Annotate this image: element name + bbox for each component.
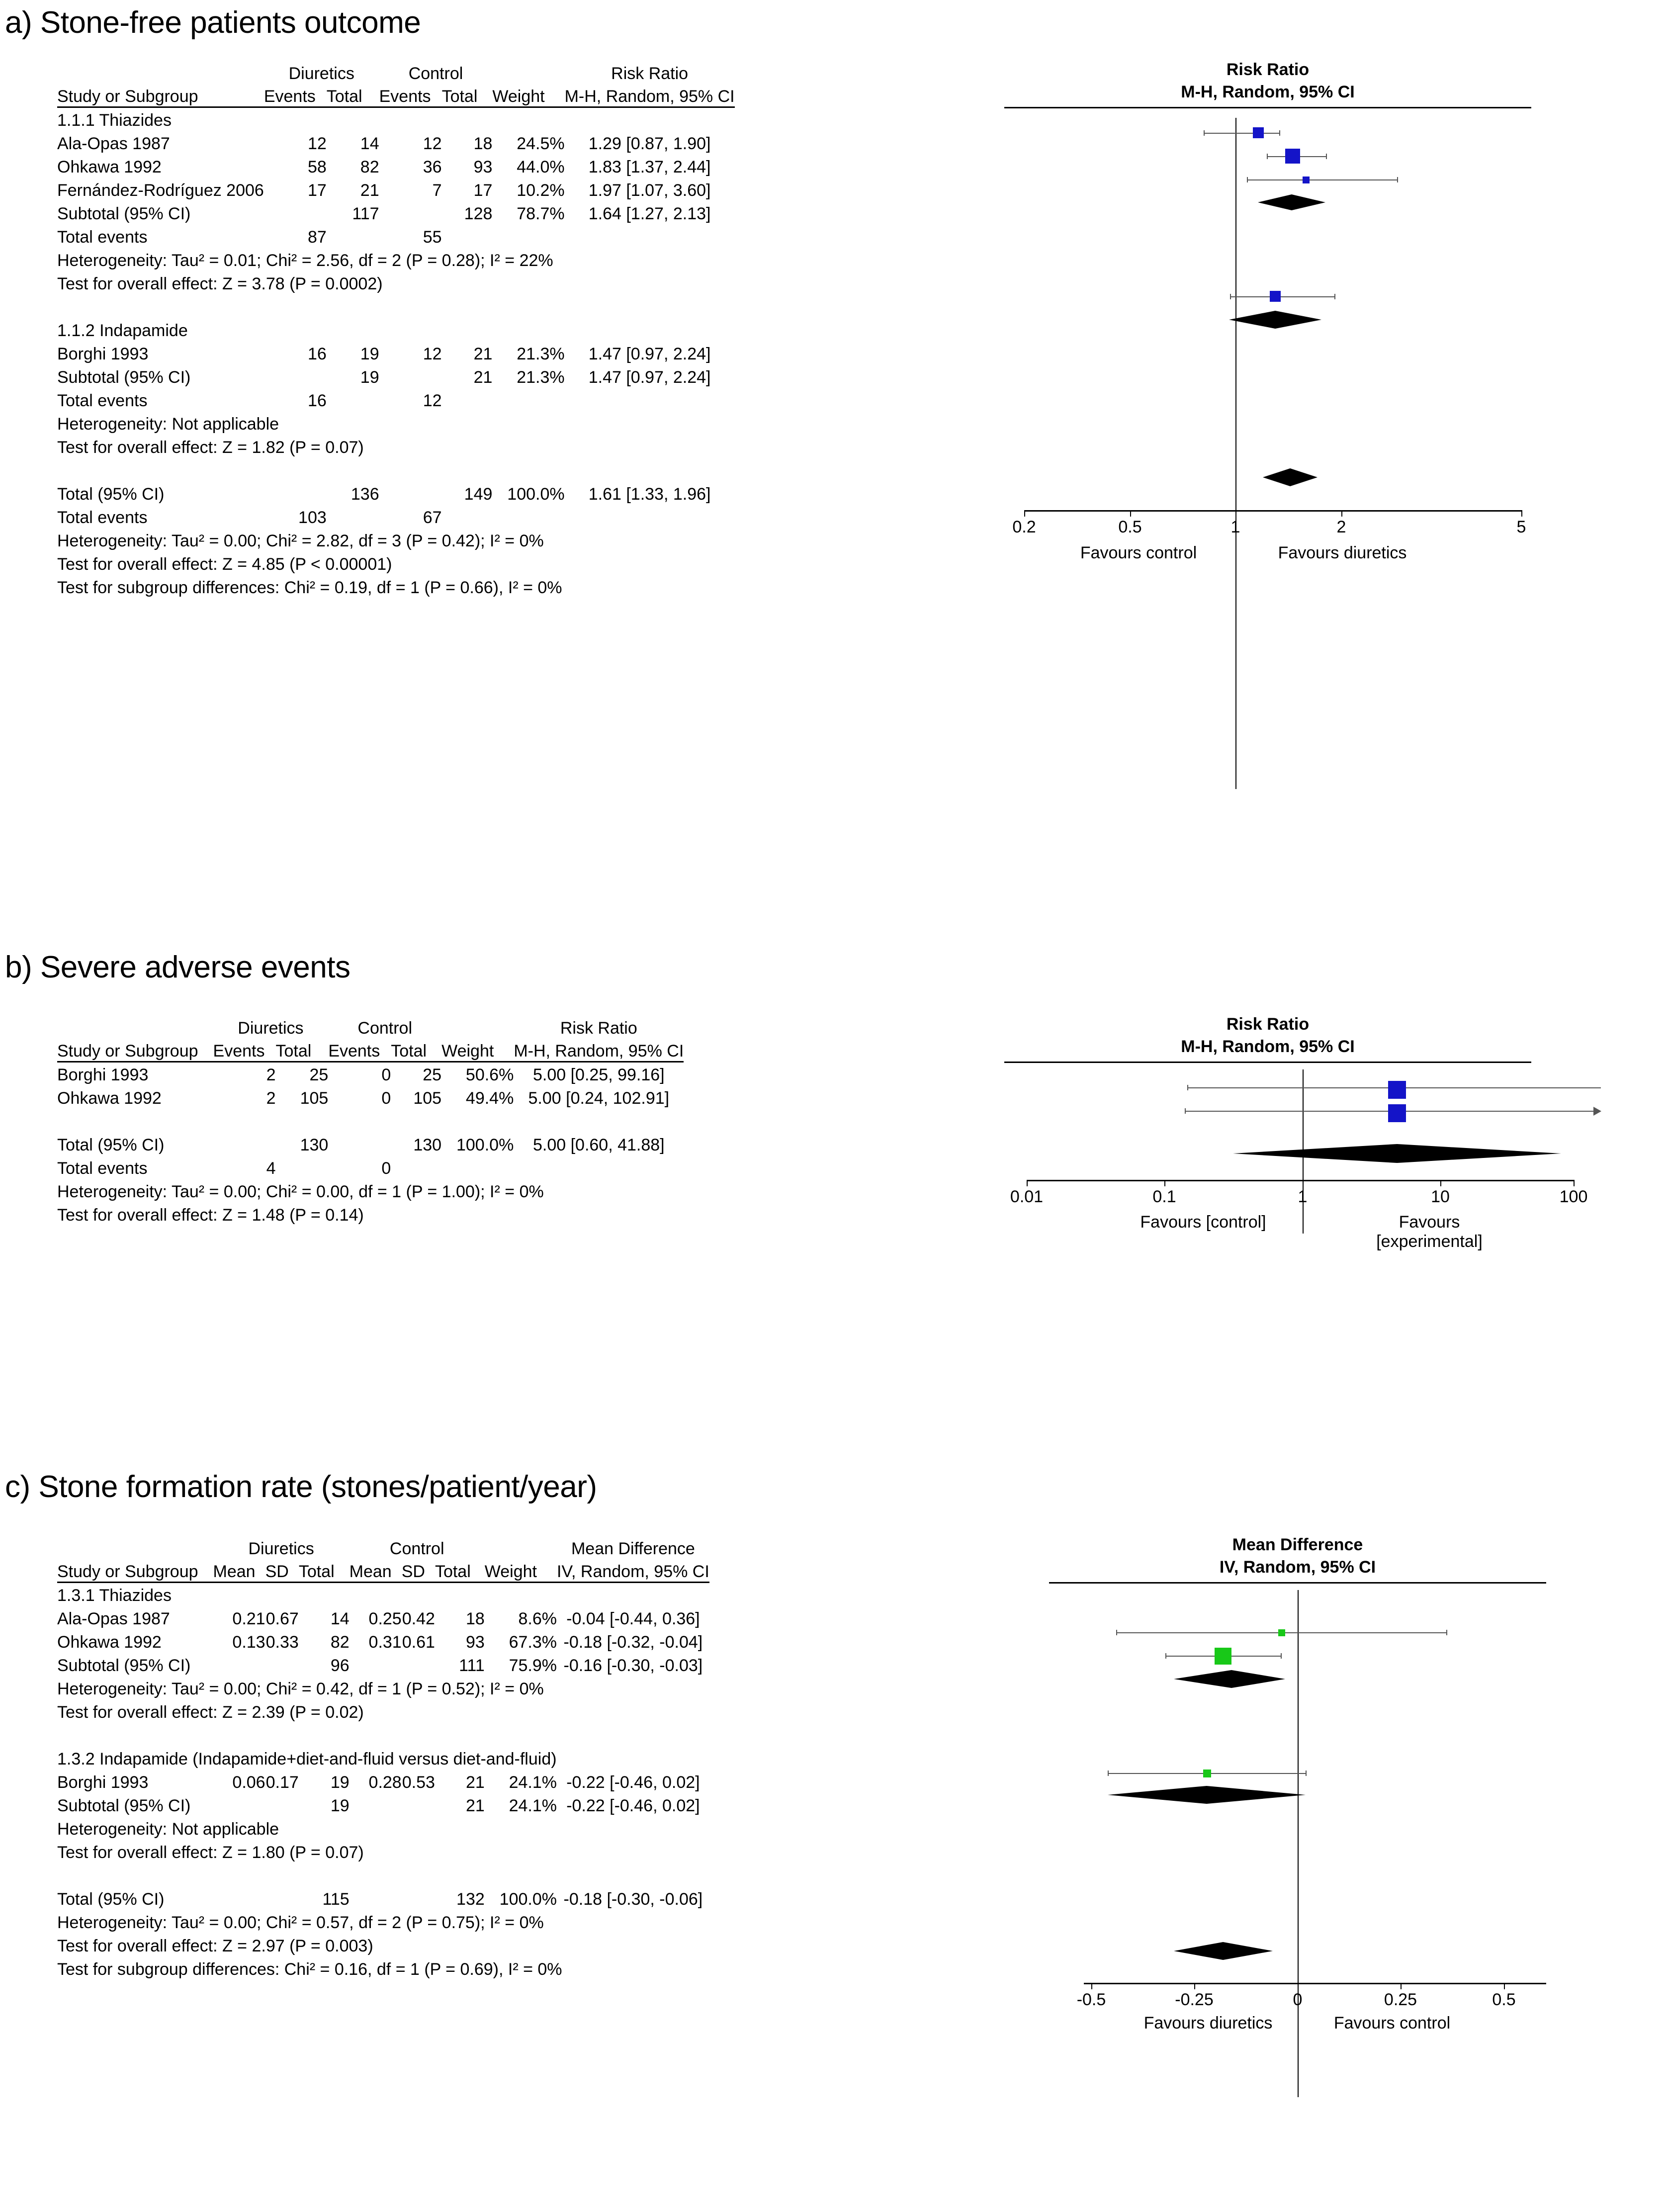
- effect-marker: [1253, 127, 1264, 138]
- col-total-2: Total: [435, 1562, 471, 1581]
- x-tick-label: 0.01: [1010, 1187, 1044, 1206]
- overall-effect-note: Test for overall effect: Z = 1.82 (P = 0.07): [57, 438, 364, 457]
- subtotal-diamond: [1049, 1669, 1551, 1689]
- x-tick-label: 0.5: [1118, 518, 1142, 536]
- subtotal-diamond: [1049, 1784, 1551, 1806]
- x-tick-label: -0.25: [1175, 1990, 1214, 2009]
- col-sd-1: SD: [265, 1562, 289, 1581]
- col-effect-model: M-H, Random, 95% CI: [514, 1041, 684, 1061]
- header-effect-title: Mean Difference: [571, 1539, 695, 1558]
- table-row-subtotal: Subtotal (95% CI) 19 21 21.3% 1.47 [0.97, 2.24]: [57, 368, 711, 387]
- heterogeneity-note: Heterogeneity: Tau² = 0.00; Chi² = 0.57, df = 2 (P = 0.75); I² = 0%: [57, 1913, 544, 1932]
- header-control: Control: [389, 1539, 444, 1558]
- panel-c-forest-plot: [1049, 1585, 1551, 2172]
- x-tick-label: 1: [1298, 1187, 1308, 1206]
- subgroup-label: 1.3.1 Thiazides: [57, 1586, 172, 1605]
- header-control: Control: [357, 1019, 412, 1038]
- overall-effect-note: Test for overall effect: Z = 3.78 (P = 0.0002): [57, 274, 383, 293]
- favours-left-label: Favours diuretics: [1143, 2014, 1273, 2033]
- col-total-1: Total: [298, 1562, 335, 1581]
- subgroup-label: 1.3.2 Indapamide (Indapamide+diet-and-fluid versus diet-and-fluid): [57, 1750, 557, 1769]
- effect-marker: [1278, 1629, 1285, 1636]
- effect-marker: [1215, 1648, 1231, 1665]
- panel-a-table: [57, 60, 735, 598]
- col-events-2: Events: [328, 1041, 380, 1061]
- col-effect-model: M-H, Random, 95% CI: [564, 87, 735, 106]
- col-mean-2: Mean: [349, 1562, 392, 1581]
- panel-a-title: a) Stone-free patients outcome: [5, 5, 421, 40]
- col-events-2: Events: [379, 87, 431, 106]
- col-weight: Weight: [484, 1562, 537, 1581]
- x-tick-label: 0.1: [1152, 1187, 1176, 1206]
- favours-right-label: Favours control: [1333, 2014, 1451, 2033]
- heterogeneity-note: Heterogeneity: Not applicable: [57, 415, 279, 434]
- total-diamond: [1004, 1142, 1581, 1165]
- overall-effect-note: Test for overall effect: Z = 2.97 (P = 0.003): [57, 1937, 373, 1955]
- header-diuretics: Diuretics: [248, 1539, 314, 1558]
- col-total-2: Total: [391, 1041, 427, 1061]
- header-diuretics: Diuretics: [288, 64, 354, 83]
- header-effect-title: Risk Ratio: [560, 1019, 637, 1038]
- panel-b-plot-header: Risk Ratio M-H, Random, 95% CI: [1181, 1015, 1355, 1056]
- table-row: Borghi 1993 0.06 0.17 19 0.28 0.53 21 24.1% -0.22 [-0.46, 0.02]: [57, 1773, 700, 1792]
- col-weight: Weight: [441, 1041, 494, 1061]
- header-diuretics: Diuretics: [238, 1019, 304, 1038]
- overall-effect-note: Test for overall effect: Z = 4.85 (P < 0.00001): [57, 555, 392, 574]
- subgroup-label: 1.1.1 Thiazides: [57, 111, 172, 130]
- favours-right-label: Favours [experimental]: [1376, 1213, 1483, 1251]
- col-weight: Weight: [492, 87, 545, 106]
- table-row-subtotal: Subtotal (95% CI) 117 128 78.7% 1.64 [1.27, 2.13]: [57, 204, 711, 223]
- x-axis: [1084, 1983, 1546, 1984]
- total-diamond: [1004, 466, 1531, 488]
- panel-a-forest-plot: [1004, 110, 1531, 756]
- panel-c-title: c) Stone formation rate (stones/patient/year): [5, 1470, 597, 1504]
- effect-marker: [1270, 291, 1281, 302]
- panel-a: [5, 5, 1666, 836]
- table-row-total-events: Total events 4 0: [57, 1159, 391, 1178]
- panel-c-table: [57, 1535, 709, 1979]
- subgroup-label: 1.1.2 Indapamide: [57, 321, 188, 340]
- x-tick-label: 0.2: [1012, 518, 1036, 536]
- table-row: Fernández-Rodríguez 2006 17 21 7 17 10.2% 1.97 [1.07, 3.60]: [57, 181, 711, 200]
- x-tick-label: 0: [1293, 1990, 1303, 2009]
- table-row-total: Total (95% CI) 115 132 100.0% -0.18 [-0.30, -0.06]: [57, 1890, 703, 1909]
- col-effect-model: IV, Random, 95% CI: [557, 1562, 709, 1581]
- x-tick-label: 10: [1431, 1187, 1450, 1206]
- table-row: Borghi 1993 2 25 0 25 50.6% 5.00 [0.25, 99.16]: [57, 1065, 665, 1084]
- x-tick-label: 1: [1230, 518, 1240, 536]
- overall-effect-note: Test for overall effect: Z = 1.48 (P = 0.14): [57, 1206, 364, 1225]
- subgroup-diff-note: Test for subgroup differences: Chi² = 0.19, df = 1 (P = 0.66), I² = 0%: [57, 578, 562, 597]
- heterogeneity-note: Heterogeneity: Not applicable: [57, 1820, 279, 1839]
- ci-arrow-right: [1593, 1107, 1601, 1116]
- overall-effect-note: Test for overall effect: Z = 2.39 (P = 0.02): [57, 1703, 364, 1722]
- effect-marker: [1303, 177, 1310, 183]
- table-row: Borghi 1993 16 19 12 21 21.3% 1.47 [0.97, 2.24]: [57, 345, 711, 363]
- heterogeneity-note: Heterogeneity: Tau² = 0.00; Chi² = 0.42, df = 1 (P = 0.52); I² = 0%: [57, 1680, 544, 1698]
- effect-marker: [1285, 149, 1300, 164]
- favours-left-label: Favours [control]: [1140, 1213, 1266, 1232]
- panel-a-plot-header: Risk Ratio M-H, Random, 95% CI: [1181, 60, 1355, 101]
- table-row-total: Total (95% CI) 130 130 100.0% 5.00 [0.60, 41.88]: [57, 1136, 665, 1154]
- col-total-1: Total: [326, 87, 362, 106]
- col-study: Study or Subgroup: [57, 87, 198, 106]
- table-row: Ala-Opas 1987 12 14 12 18 24.5% 1.29 [0.87, 1.90]: [57, 134, 711, 153]
- x-axis: [1027, 1180, 1574, 1181]
- header-control: Control: [408, 64, 463, 83]
- table-row-total-events: Total events 103 67: [57, 508, 442, 527]
- heterogeneity-note: Heterogeneity: Tau² = 0.01; Chi² = 2.56, df = 2 (P = 0.28); I² = 22%: [57, 251, 553, 270]
- panel-c: [5, 1469, 1666, 2212]
- panel-b-forest-plot: [1004, 1064, 1588, 1313]
- panel-c-plot-header: Mean Difference IV, Random, 95% CI: [1219, 1535, 1376, 1577]
- panel-b: [5, 950, 1666, 1343]
- table-row: Ohkawa 1992 2 105 0 105 49.4% 5.00 [0.24, 102.91]: [57, 1089, 670, 1108]
- x-tick-label: 0.25: [1384, 1990, 1417, 2009]
- table-row-total: Total (95% CI) 136 149 100.0% 1.61 [1.33, 1.96]: [57, 485, 711, 504]
- x-tick-label: 2: [1336, 518, 1346, 536]
- x-axis: [1024, 510, 1521, 512]
- table-row-total-events: Total events 16 12: [57, 391, 442, 410]
- favours-left-label: Favours control: [1080, 543, 1197, 562]
- table-row-total-events: Total events 87 55: [57, 228, 442, 247]
- col-mean-1: Mean: [213, 1562, 256, 1581]
- col-events-1: Events: [213, 1041, 265, 1061]
- table-row: Ala-Opas 1987 0.21 0.67 14 0.25 0.42 18 8.6% -0.04 [-0.44, 0.36]: [57, 1609, 700, 1628]
- heterogeneity-note: Heterogeneity: Tau² = 0.00; Chi² = 0.00, df = 1 (P = 1.00); I² = 0%: [57, 1182, 544, 1201]
- subtotal-diamond: [1004, 192, 1531, 212]
- x-tick-label: -0.5: [1076, 1990, 1106, 2009]
- col-total-2: Total: [441, 87, 478, 106]
- table-row: Ohkawa 1992 58 82 36 93 44.0% 1.83 [1.37, 2.44]: [57, 158, 711, 177]
- panel-b-title: b) Severe adverse events: [5, 950, 351, 984]
- favours-right-label: Favours diuretics: [1278, 543, 1407, 562]
- subgroup-diff-note: Test for subgroup differences: Chi² = 0.16, df = 1 (P = 0.69), I² = 0%: [57, 1960, 562, 1979]
- effect-marker: [1203, 1770, 1211, 1777]
- effect-marker: [1388, 1104, 1406, 1122]
- table-row: Ohkawa 1992 0.13 0.33 82 0.31 0.61 93 67.3% -0.18 [-0.32, -0.04]: [57, 1633, 703, 1652]
- subtotal-diamond: [1004, 309, 1531, 331]
- panel-b-table: [57, 1015, 684, 1225]
- header-effect-title: Risk Ratio: [611, 64, 689, 83]
- col-events-1: Events: [263, 87, 316, 106]
- col-total-1: Total: [275, 1041, 312, 1061]
- col-study: Study or Subgroup: [57, 1041, 198, 1061]
- x-tick-label: 5: [1516, 518, 1526, 536]
- col-sd-2: SD: [401, 1562, 425, 1581]
- table-row-subtotal: Subtotal (95% CI) 96 111 75.9% -0.16 [-0.30, -0.03]: [57, 1656, 703, 1675]
- x-tick-label: 0.5: [1492, 1990, 1516, 2009]
- effect-marker: [1388, 1081, 1406, 1099]
- overall-effect-note: Test for overall effect: Z = 1.80 (P = 0.07): [57, 1843, 364, 1862]
- heterogeneity-note: Heterogeneity: Tau² = 0.00; Chi² = 2.82, df = 3 (P = 0.42); I² = 0%: [57, 531, 544, 550]
- table-row-subtotal: Subtotal (95% CI) 19 21 24.1% -0.22 [-0.46, 0.02]: [57, 1796, 700, 1815]
- col-study: Study or Subgroup: [57, 1562, 198, 1581]
- x-tick-label: 100: [1559, 1187, 1588, 1206]
- total-diamond: [1049, 1940, 1551, 1962]
